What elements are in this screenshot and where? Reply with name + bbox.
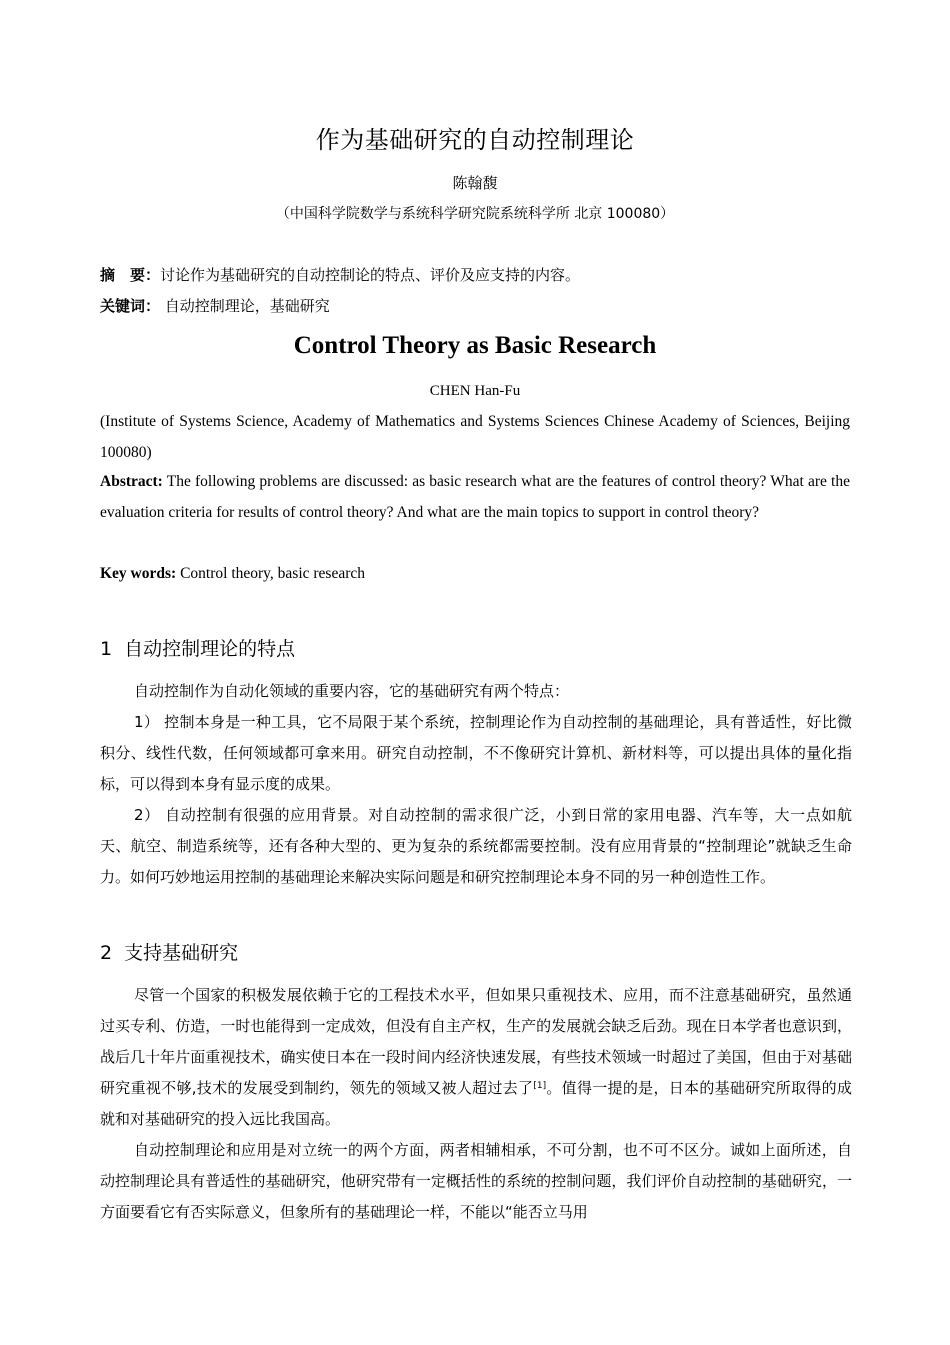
paragraph: 自动控制理论和应用是对立统一的两个方面，两者相辅相承，不可分割，也不可不区分。诚如上面所述，自动控制理论具有普适性的基础研究，他研究带有一定概括性的系统的控制问题，我们评价自动控制的基础研究，一方面要看它有否实际意义，但象所有的基础理论一样，不能以“能否立马用 (100, 1141, 852, 1221)
abstract-en-label: Abstract: (100, 473, 163, 490)
keywords-cn-label: 关键词： (100, 297, 161, 315)
section-title: 支持基础研究 (124, 942, 239, 964)
abstract-cn-text: 讨论作为基础研究的自动控制论的特点、评价及应支持的内容。 (160, 266, 581, 284)
abstract-cn-label: 摘 要： (100, 266, 161, 284)
keywords-en-text: Control theory, basic research (180, 565, 366, 582)
abstract-en-text: The following problems are discussed: as basic research what are the features of control theory? What are the evaluation criteria for results of control theory? And what are the main topics to support in control theory? (100, 473, 850, 521)
paragraph: 自动控制作为自动化领域的重要内容，它的基础研究有两个特点： (134, 682, 570, 700)
author-cn: 陈翰馥 (452, 174, 498, 192)
abstract-en (100, 466, 850, 528)
abstract-cn (100, 264, 860, 285)
section-number: 1 (100, 638, 113, 660)
keywords-en (100, 558, 850, 589)
keywords-cn (100, 295, 860, 316)
paragraph-text: 尽管一个国家的积极发展依赖于它的工程技术水平，但如果只重视技术、应用，而不注意基础研究，虽然通过买专利、仿造，一时也能得到一定成效，但没有自主产权，生产的发展就会缺乏后劲。现在日本学者也意识到，战后几十年片面重视技术，确实使日本在一段时间内经济快速发展，有些技术领域一时超过了美国，但由于对基础研究重视不够,技术的发展受到制约，领先的领域又被人超过去了 (100, 986, 852, 1097)
author-en: CHEN Han-Fu (429, 383, 521, 399)
keywords-cn-text: 自动控制理论，基础研究 (164, 297, 330, 315)
paragraph-text-tail: 。值得一提的是，日本的基础研究所取得的成就和对基础研究的投入远比我国高。 (100, 1079, 852, 1128)
affiliation-en: (Institute of Systems Science, Academy of Mathematics and Systems Sciences Chinese Academy of Sciences, Beijing 100080) (100, 413, 850, 461)
paragraph: 1） 控制本身是一种工具，它不局限于某个系统，控制理论作为自动控制的基础理论，具有普适性，好比微积分、线性代数，任何领域都可拿来用。研究自动控制，不不像研究计算机、新材料等，可以提出具体的量化指标，可以得到本身有显示度的成果。 (100, 713, 852, 793)
affiliation-cn: （中国科学院数学与系统科学研究院系统科学所 北京 100080） (275, 206, 675, 222)
section-heading-2 (100, 938, 238, 965)
citation-reference[interactable]: [1] (533, 1081, 547, 1091)
section-title: 自动控制理论的特点 (124, 638, 296, 660)
paper-title-en: Control Theory as Basic Research (293, 332, 657, 359)
section-number: 2 (100, 942, 113, 964)
paper-title-cn: 作为基础研究的自动控制理论 (315, 126, 635, 154)
paragraph (100, 980, 852, 1135)
paragraph: 2） 自动控制有很强的应用背景。对自动控制的需求很广泛，小到日常的家用电器、汽车等，大一点如航天、航空、制造系统等，还有各种大型的、更为复杂的系统都需要控制。没有应用背景的“控制理论”就缺乏生命力。如何巧妙地运用控制的基础理论来解决实际问题是和研究控制理论本身不同的另一种创造性工作。 (100, 806, 852, 886)
keywords-en-label: Key words: (100, 565, 177, 582)
section-heading-1 (100, 634, 295, 661)
